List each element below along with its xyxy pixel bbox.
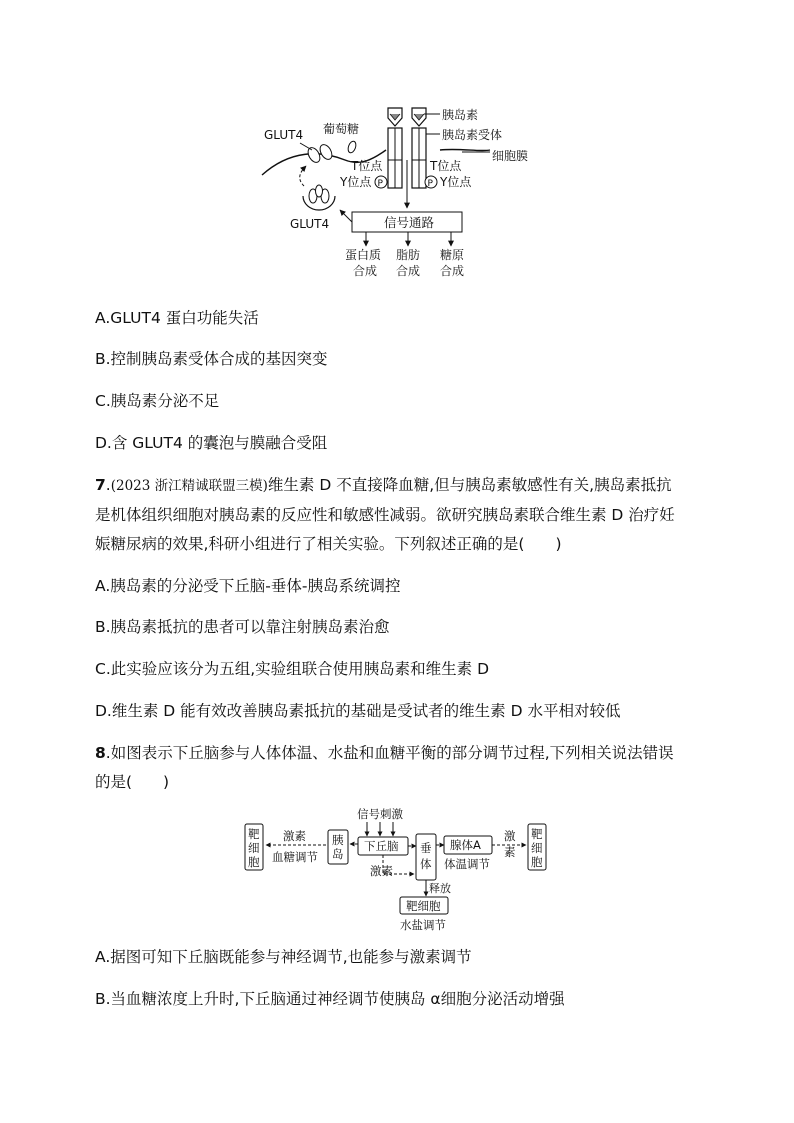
hypothalamus-regulation-figure [0, 806, 794, 936]
q8-option-a: A.据图可知下丘脑既能参与神经调节,也能参与激素调节 [95, 948, 472, 966]
insulin-signaling-figure [0, 0, 794, 290]
q6-option-d: D.含 GLUT4 的囊泡与膜融合受阻 [95, 434, 328, 452]
p-mark-left: P [377, 179, 383, 189]
q7-number: 7 [95, 476, 106, 494]
q7-option-b: B.胰岛素抵抗的患者可以靠注射胰岛素治愈 [95, 618, 390, 636]
signal-pathway-label: 信号通路 [384, 215, 435, 230]
receptor-label: 胰岛素受体 [442, 128, 503, 142]
pancreas-label: 胰 岛 [332, 833, 344, 861]
signal-to-glut4-arrow [340, 210, 352, 222]
q7-option-c: C.此实验应该分为五组,实验组联合使用胰岛素和维生素 D [95, 660, 490, 678]
pituitary-label: 垂 体 [420, 841, 432, 871]
fat-synthesis-label-2: 合成 [396, 264, 421, 278]
t-site-right-label: T位点 [430, 159, 462, 173]
q7-stem-line-2: 是机体组织细胞对胰岛素的反应性和敏感性减弱。欲研究胰岛素联合维生素 D 治疗妊 [95, 506, 675, 524]
q7-stem-line-1: 7.(2023 浙江精诚联盟三模)维生素 D 不直接降血糖,但与胰岛素敏感性有关,胰岛素抵抗 [95, 476, 672, 494]
glucose-label: 葡萄糖 [323, 122, 360, 136]
glut4-bottom-label: GLUT4 [290, 217, 330, 231]
q7-option-d: D.维生素 D 能有效改善胰岛素抵抗的基础是受试者的维生素 D 水平相对较低 [95, 702, 621, 720]
glycogen-synthesis-label-1: 糖原 [440, 248, 465, 262]
q7-option-a: A.胰岛素的分泌受下丘脑-垂体-胰岛系统调控 [95, 577, 401, 595]
water-salt-label: 水盐调节 [400, 918, 446, 932]
p-mark-right: P [427, 179, 433, 189]
t-site-left-label: T位点 [351, 159, 383, 173]
vesicle-fusion-arrow [300, 166, 306, 186]
y-site-left-label: Y位点 [340, 175, 372, 189]
q8-stem-line-2: 的是( ) [95, 773, 170, 791]
protein-synthesis-label-2: 合成 [353, 264, 378, 278]
signal-stimulus-label: 信号刺激 [357, 807, 403, 821]
q8-text-1: .如图表示下丘脑参与人体体温、水盐和血糖平衡的部分调节过程,下列相关说法错误 [105, 744, 674, 762]
glycogen-synthesis-label-2: 合成 [440, 264, 465, 278]
q7-source: (2023 浙江精诚联盟三模) [110, 478, 268, 494]
target-cell-left-label: 靶 细 胞 [248, 827, 260, 869]
q6-option-a: A.GLUT4 蛋白功能失活 [95, 309, 259, 327]
release-label: 释放 [429, 882, 451, 895]
insulin-receptor-left [388, 108, 402, 188]
y-site-right-label: Y位点 [440, 175, 472, 189]
insulin-label: 胰岛素 [442, 108, 479, 122]
blood-sugar-label: 血糖调节 [272, 850, 318, 864]
glut4-vesicle-icon [303, 185, 335, 210]
fat-synthesis-label-1: 脂肪 [396, 248, 421, 262]
insulin-receptor-right [412, 108, 426, 188]
membrane-label: 细胞膜 [492, 149, 529, 163]
glucose-molecule-icon [347, 140, 358, 154]
q8-number: 8 [95, 744, 106, 762]
q7-text-1: 维生素 D 不直接降血糖,但与胰岛素敏感性有关,胰岛素抵抗 [267, 476, 672, 494]
glut4-top-label: GLUT4 [264, 128, 304, 142]
hormone-right-label: 激 素 [504, 829, 516, 859]
q6-option-b: B.控制胰岛素受体合成的基因突变 [95, 350, 328, 368]
body-temp-label: 体温调节 [444, 857, 490, 871]
q8-option-b: B.当血糖浓度上升时,下丘脑通过神经调节使胰岛 α细胞分泌活动增强 [95, 990, 565, 1008]
hypothalamus-label: 下丘脑 [364, 839, 399, 853]
q8-stem-line-1 [95, 742, 674, 764]
q6-option-c: C.胰岛素分泌不足 [95, 392, 220, 410]
gland-a-label: 腺体A [450, 838, 481, 852]
protein-synthesis-label-1: 蛋白质 [345, 248, 382, 262]
hormone-left-label: 激素 [283, 829, 306, 843]
q7-stem-line-3: 娠糖尿病的效果,科研小组进行了相关实验。下列叙述正确的是( ) [95, 535, 562, 553]
target-cell-right-label: 靶 细 胞 [531, 827, 543, 869]
hormone-mid-label: 激素 [370, 864, 393, 878]
target-cell-bottom-label: 靶细胞 [406, 899, 441, 913]
